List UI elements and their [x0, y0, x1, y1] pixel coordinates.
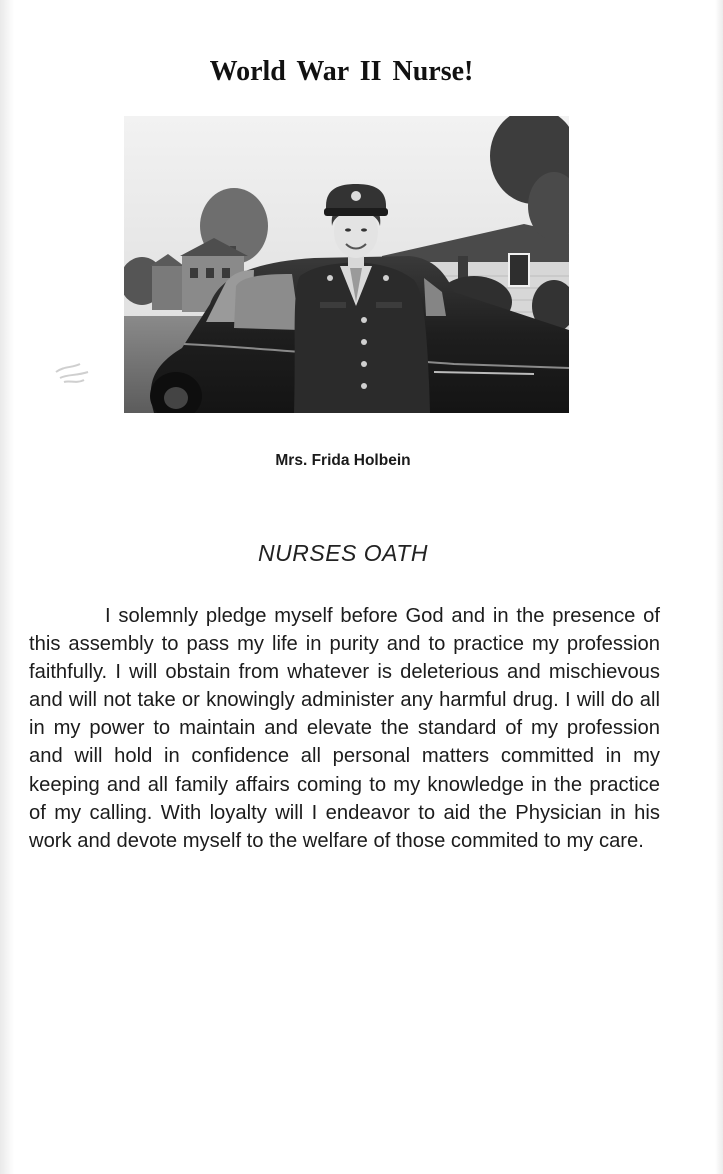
page-title: World War II Nurse!: [209, 56, 474, 87]
photo-caption: Mrs. Frida Holbein: [275, 452, 411, 469]
section-heading: NURSES OATH: [258, 540, 428, 566]
oath-text: I solemnly pledge myself before God and in the presence of this assembly to pass my life in purity and to practice my profession faithfully. I will obstain from whatever is deleterious and mischievous and will not take or knowingly administer any harmful drug. I will do all in my power to maintain and elevate the standard of my profession and will hold in confidence all personal matters committed in my keeping and all family affairs coming to my knowledge in the practice of my calling. With loyalty will I endeavor to aid the Physician in his work and devote myself to the welfare of those commited to my care.: [29, 605, 660, 852]
page-edge-shadow-right: [715, 0, 723, 1174]
page-edge-shadow: [0, 0, 14, 1174]
nurse-photo: [124, 116, 569, 413]
scan-smudge: [54, 358, 94, 388]
